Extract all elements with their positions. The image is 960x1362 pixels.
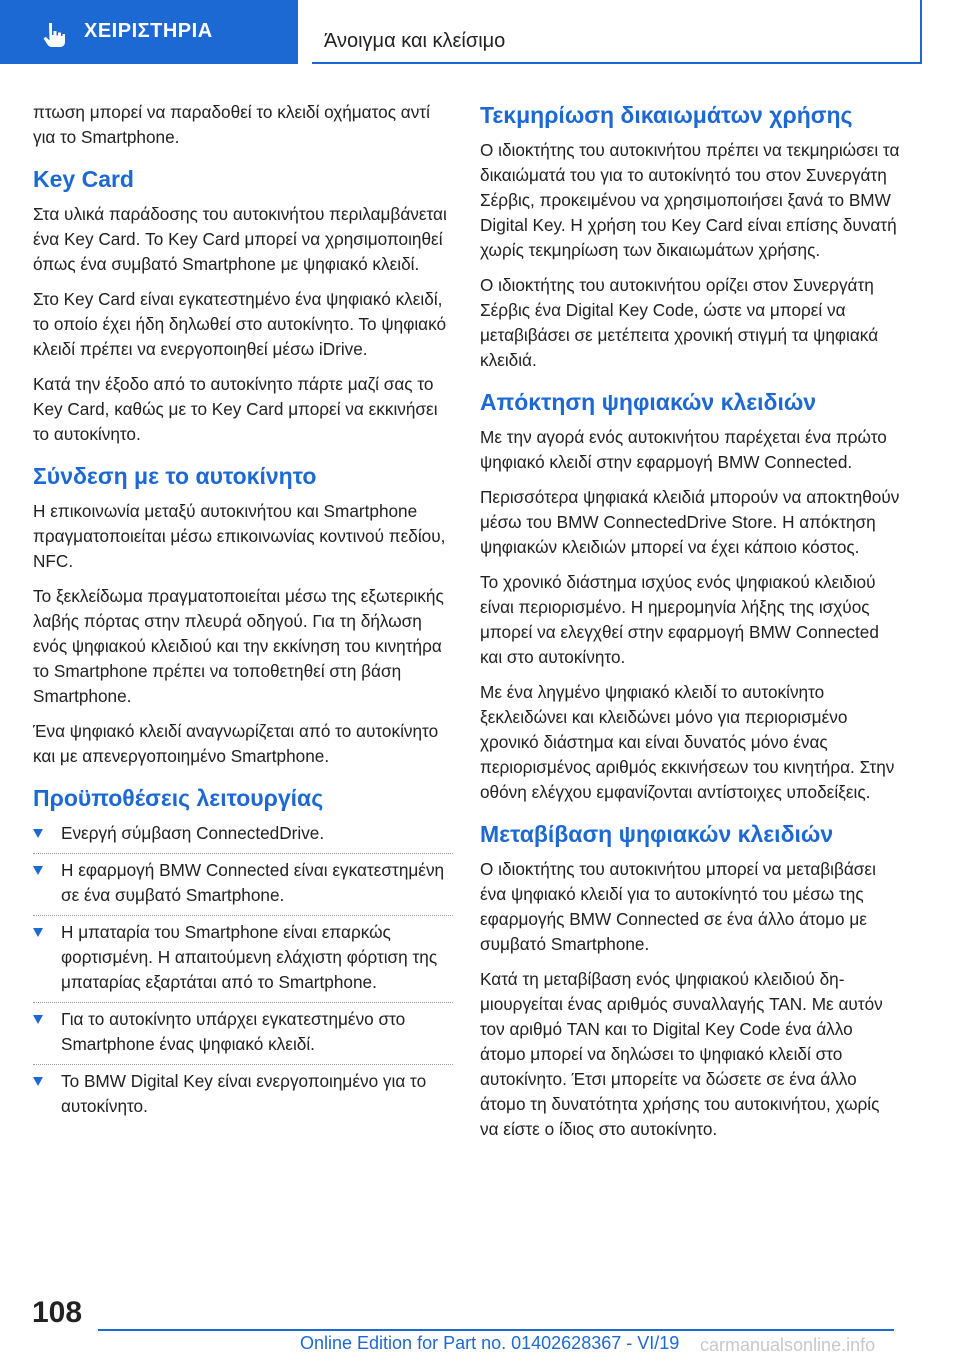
list-item-text: Η εφαρμογή BMW Connected είναι εγκατεστημένη σε ένα συμβατό Smartphone. bbox=[61, 860, 445, 905]
documentation-heading: Τεκμηρίωση δικαιωμάτων χρήσης bbox=[480, 102, 853, 128]
acquisition-paragraph-4: Με ένα ληγμένο ψηφιακό κλειδί το αυτοκίνητο ξεκλειδώνει και κλειδώνει μόνο για περιορισμένο χρονικό διάστημα και είναι δυνατός μόνο ένας περιορισμένος αριθμός εκκινήσεων του κινητήρα. Στην οθόνη ελέγχου εμφανίζονται αντίστοιχες υποδείξεις. bbox=[480, 682, 895, 802]
connection-paragraph-1: Η επικοινωνία μεταξύ αυτοκινήτου και Smartphone πραγματοποιείται μέσω επικοινωνίας κοντινού πεδίου, NFC. bbox=[33, 501, 446, 571]
key-card-paragraph-2: Στο Key Card είναι εγκατεστημένο ένα ψηφιακό κλειδί, το οποίο έχει ήδη δηλωθεί στο αυτοκίνητο. Το ψηφιακό κλειδί πρέπει να ενεργοποιηθεί μέσω iDrive. bbox=[33, 289, 447, 359]
breadcrumb bbox=[312, 0, 922, 64]
triangle-bullet-icon bbox=[33, 1015, 43, 1024]
dotted-divider bbox=[33, 1002, 453, 1003]
transfer-heading: Μεταβίβαση ψηφιακών κλειδιών bbox=[480, 821, 834, 847]
list-item bbox=[33, 1007, 453, 1057]
transfer-paragraph-1: Ο ιδιοκτήτης του αυτοκινήτου μπορεί να μεταβιβάσει ένα ψηφιακό κλειδί για το αυτοκίνητό του μέσω της εφαρμογής BMW Connected σε ένα άλλο άτομο με συμβατό Smartphone. bbox=[480, 859, 876, 954]
section-label: ΧΕΙΡΙΣΤΗΡΙΑ bbox=[84, 20, 213, 42]
list-item-text: Για το αυτοκίνητο υπάρχει εγκατεστημένο στο Smartphone ένας ψηφιακό κλειδί. bbox=[61, 1009, 406, 1054]
documentation-paragraph-2: Ο ιδιοκτήτης του αυτοκινήτου ορίζει στον Συνεργάτη Σέρβις ένα Digital Key Code, ώστε να μπορεί να μεταβιβάσει σε μετέπειτα χρονική στιγμή τα ψηφιακά κλειδιά. bbox=[480, 275, 879, 370]
dotted-divider bbox=[33, 915, 453, 916]
acquisition-paragraph-2: Περισσότερα ψηφιακά κλειδιά μπορούν να αποκτηθούν μέσω του BMW ConnectedDrive Store. Η απόκτηση ψηφιακών κλειδιών μπορεί να έχει κάποιο κόστος. bbox=[480, 487, 900, 557]
edition-label: Online Edition for Part no. 01402628367 - VI/19 bbox=[300, 1333, 680, 1353]
list-item bbox=[33, 1069, 453, 1119]
requirements-list bbox=[33, 821, 453, 1119]
list-item bbox=[33, 858, 453, 908]
key-card-heading: Key Card bbox=[33, 166, 134, 192]
key-card-paragraph-1: Στα υλικά παράδοσης του αυτοκινήτου περιλαμβάνεται ένα Key Card. Το Key Card μπορεί να χρησιμοποιηθεί όπως ένα συμβατό Smartphone με ψηφιακό κλειδί. bbox=[33, 204, 447, 274]
transfer-paragraph-2: Κατά τη μεταβίβαση ενός ψηφιακού κλειδιού δημιουργείται ένας αριθμός συναλλαγής TAN. Με αυτόν τον αριθμό TAN και το Digital Key Code ένα άλλο άτομο μπορεί να δηλώσει το ψηφιακό κλειδί στο αυτοκίνητο. Έτσι μπορείτε να δώσετε σε ένα άλλο άτομο τη δυνατότητα χρήσης του αυτοκινήτου, χωρίς να είστε ο ίδιος στο αυτοκίνητο. bbox=[480, 969, 883, 1139]
dotted-divider bbox=[33, 853, 453, 854]
documentation-paragraph-1: Ο ιδιοκτήτης του αυτοκινήτου πρέπει να τεκμηριώσει τα δικαιώματά του για το αυτοκίνητό του στον Συνεργάτη Σέρβις, προκειμένου να χρησιμοποιήσει ξανά το BMW Digital Key. Η χρήση του Key Card είναι επίσης δυνατή χωρίς τεκμηρίωση των δικαιωμάτων χρήσης. bbox=[480, 140, 900, 260]
list-item-text: Η μπαταρία του Smartphone είναι επαρκώς φορτισμένη. Η απαιτούμενη ελάχιστη φόρτιση της μπαταρίας εξαρτάται από το Smartphone. bbox=[61, 922, 438, 992]
acquisition-paragraph-3: Το χρονικό διάστημα ισχύος ενός ψηφιακού κλειδιού είναι περιορισμένο. Η ημερομηνία λήξης της ισχύος μπορεί να ελεγχθεί στην εφαρμογή BMW Connected και στο αυτοκίνητο. bbox=[480, 572, 879, 667]
acquisition-heading: Απόκτηση ψηφιακών κλειδιών bbox=[480, 389, 817, 415]
hand-pointer-icon bbox=[38, 20, 68, 50]
acquisition-paragraph-1: Με την αγορά ενός αυτοκινήτου παρέχεται ένα πρώτο ψηφιακό κλειδί στην εφαρμογή BMW Connected. bbox=[480, 427, 887, 472]
triangle-bullet-icon bbox=[33, 928, 43, 937]
page-header bbox=[0, 0, 960, 68]
intro-paragraph: πτωση μπορεί να παραδοθεί το κλειδί οχήματος αντί για το Smartphone. bbox=[33, 102, 430, 147]
dotted-divider bbox=[33, 1064, 453, 1065]
connection-paragraph-3: Ένα ψηφιακό κλειδί αναγνωρίζεται από το αυτοκίνητο και με απενεργοποιημένο Smartphone. bbox=[33, 721, 439, 766]
triangle-bullet-icon bbox=[33, 829, 43, 838]
triangle-bullet-icon bbox=[33, 1077, 43, 1086]
page-number: 108 bbox=[32, 1296, 83, 1329]
list-item-text: Το BMW Digital Key είναι ενεργοποιημένο για το αυτοκίνητο. bbox=[61, 1071, 427, 1116]
list-item bbox=[33, 821, 453, 846]
connection-heading: Σύνδεση με το αυτοκίνητο bbox=[33, 463, 317, 489]
breadcrumb-label: Άνοιγμα και κλείσιμο bbox=[324, 30, 506, 52]
list-item-text: Ενεργή σύμβαση ConnectedDrive. bbox=[61, 823, 325, 843]
triangle-bullet-icon bbox=[33, 866, 43, 875]
watermark: carmanualsonline.info bbox=[700, 1335, 876, 1355]
requirements-heading: Προϋποθέσεις λειτουργίας bbox=[33, 785, 324, 811]
list-item bbox=[33, 920, 453, 995]
key-card-paragraph-3: Κατά την έξοδο από το αυτοκίνητο πάρτε μαζί σας το Key Card, καθώς με το Key Card μπορεί να εκκινήσει το αυτοκίνητο. bbox=[33, 374, 438, 444]
section-tab[interactable] bbox=[0, 0, 298, 64]
footer-divider bbox=[98, 1329, 894, 1331]
connection-paragraph-2: Το ξεκλείδωμα πραγματοποιείται μέσω της εξωτερικής λαβής πόρτας στην πλευρά οδηγού. Για τη δήλωση ενός ψηφιακού κλειδιού και την εκκίνηση του κινητήρα το Smartphone πρέπει να τοποθετηθεί στη βάση Smartphone. bbox=[33, 586, 444, 706]
right-column bbox=[480, 100, 900, 1152]
left-column bbox=[33, 100, 453, 1131]
